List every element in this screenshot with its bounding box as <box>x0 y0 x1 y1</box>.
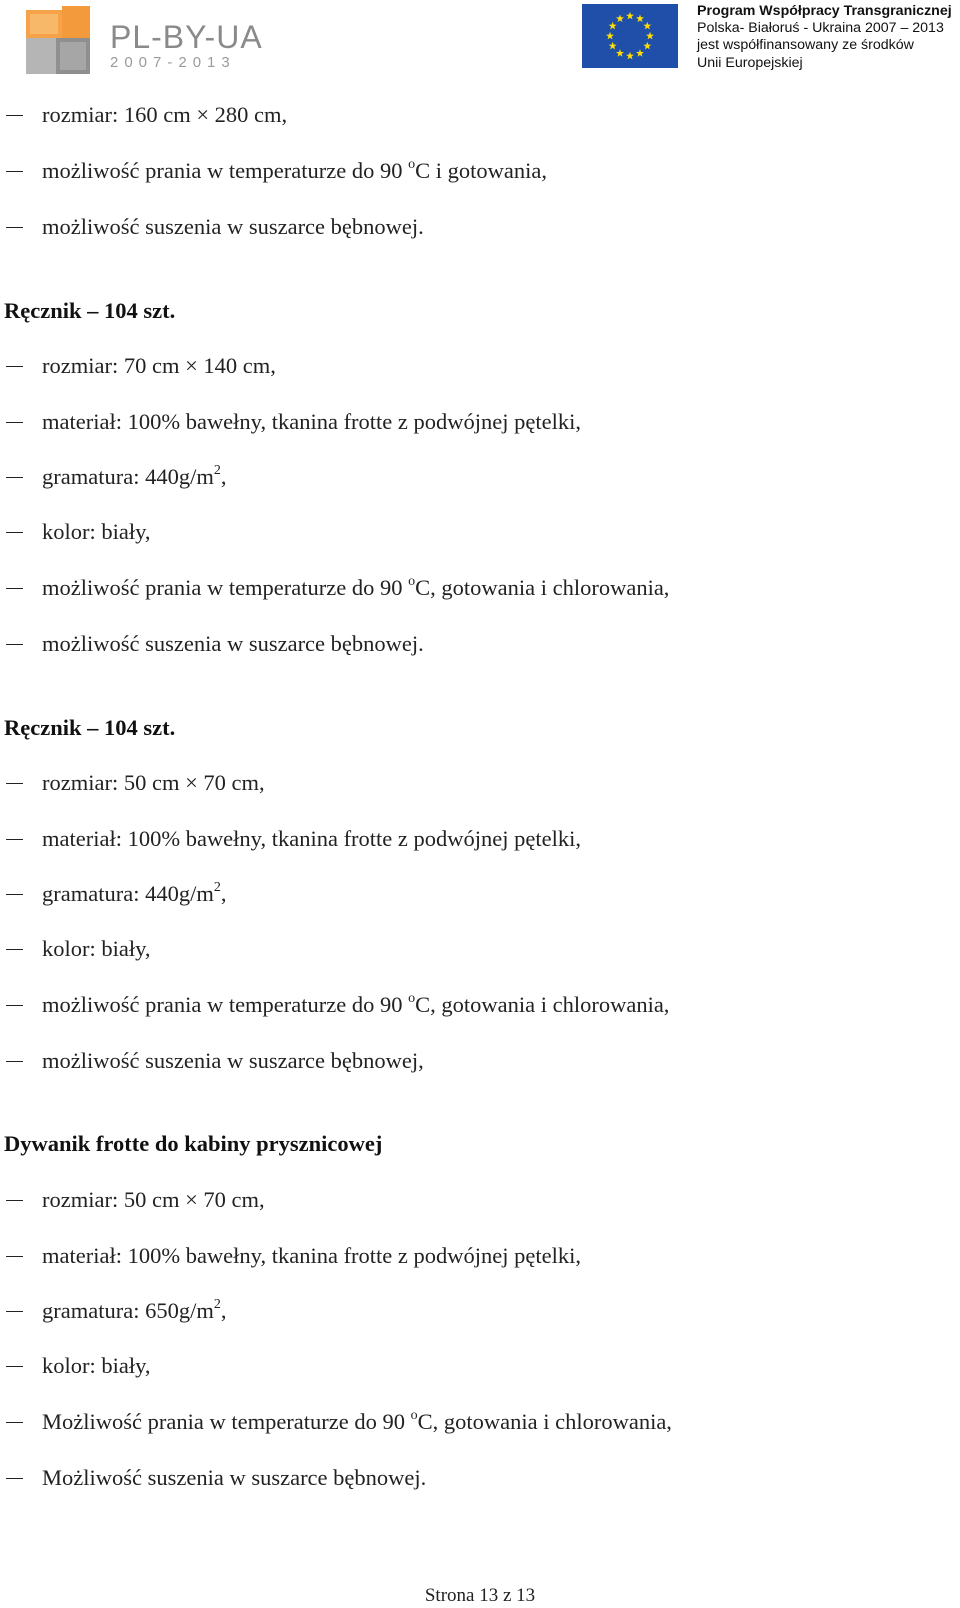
item-text-part: gramatura: 650g/m <box>42 1298 214 1323</box>
item-text: materiał: 100% bawełny, tkanina frotte z podwójnej pętelki, <box>42 1243 581 1268</box>
item-text-part: C, gotowania i chlorowania, <box>415 575 670 600</box>
program-line-2: Polska- Białoruś - Ukraina 2007 – 2013 <box>697 20 944 37</box>
degree-sup: o <box>408 990 416 1006</box>
square-sup: 2 <box>213 879 221 895</box>
item-text-part: , <box>220 464 227 489</box>
item-text-part: , <box>220 881 227 906</box>
item-text-part: możliwość prania w temperaturze do 90 <box>42 575 409 600</box>
item-text: rozmiar: 50 cm × 70 cm, <box>42 1187 265 1212</box>
page-number: Strona 13 z 13 <box>424 1585 536 1606</box>
item-text: możliwość suszenia w suszarce bębnowej. <box>42 631 424 656</box>
item-text: rozmiar: 160 cm × 280 cm, <box>42 102 288 127</box>
section-heading <box>4 713 175 743</box>
page-footer <box>0 1584 960 1608</box>
item-text: Możliwość suszenia w suszarce bębnowej. <box>42 1465 427 1490</box>
logo-years: 2007-2013 <box>110 54 236 71</box>
logo-mark-icon <box>26 6 98 78</box>
item-text-part: gramatura: 440g/m <box>42 464 214 489</box>
item-text <box>42 1407 672 1437</box>
item-text: możliwość suszenia w suszarce bębnowej, <box>42 1048 424 1073</box>
logo-name: PL-BY-UA <box>110 19 263 55</box>
item-text <box>42 462 226 492</box>
item-text-part: , <box>220 1298 227 1323</box>
item-text: rozmiar: 70 cm × 140 cm, <box>42 353 276 378</box>
item-text: materiał: 100% bawełny, tkanina frotte z podwójnej pętelki, <box>42 409 581 434</box>
item-text-part: możliwość prania w temperaturze do 90 <box>42 158 409 183</box>
section-title: Ręcznik – 104 szt. <box>4 715 176 740</box>
item-text <box>42 879 226 909</box>
degree-sup: o <box>408 573 416 589</box>
item-text: kolor: biały, <box>42 936 151 961</box>
item-text <box>42 573 669 603</box>
program-line-4: Unii Europejskiej <box>697 54 803 71</box>
item-text: możliwość suszenia w suszarce bębnowej. <box>42 214 424 239</box>
logo-wordmark <box>110 20 263 72</box>
item-text-part: gramatura: 440g/m <box>42 881 214 906</box>
degree-sup: o <box>410 1407 418 1423</box>
degree-sup: o <box>408 156 416 172</box>
square-sup: 2 <box>213 1296 221 1312</box>
item-text-part: możliwość prania w temperaturze do 90 <box>42 992 409 1017</box>
section-heading <box>4 296 175 326</box>
section-title: Ręcznik – 104 szt. <box>4 298 176 323</box>
section-heading <box>4 1129 382 1159</box>
item-text: rozmiar: 50 cm × 70 cm, <box>42 770 265 795</box>
item-text-part: C, gotowania i chlorowania, <box>415 992 670 1017</box>
program-line-3: jest współfinansowany ze środków <box>697 37 914 54</box>
item-text-part: C i gotowania, <box>415 158 547 183</box>
page-header <box>0 0 960 90</box>
item-text-part: C, gotowania i chlorowania, <box>417 1409 672 1434</box>
item-text: kolor: biały, <box>42 1353 151 1378</box>
item-text: kolor: biały, <box>42 519 151 544</box>
eu-flag-icon <box>582 4 678 68</box>
section-title: Dywanik frotte do kabiny prysznicowej <box>4 1131 383 1156</box>
program-statement <box>697 3 952 72</box>
item-text <box>42 1296 226 1326</box>
program-logo <box>26 6 266 78</box>
square-sup: 2 <box>213 462 221 478</box>
item-text <box>42 990 669 1020</box>
item-text <box>42 156 547 186</box>
program-line-1: Program Współpracy Transgranicznej <box>697 3 952 19</box>
item-text-part: Możliwość prania w temperaturze do 90 <box>42 1409 411 1434</box>
item-text: materiał: 100% bawełny, tkanina frotte z podwójnej pętelki, <box>42 826 581 851</box>
